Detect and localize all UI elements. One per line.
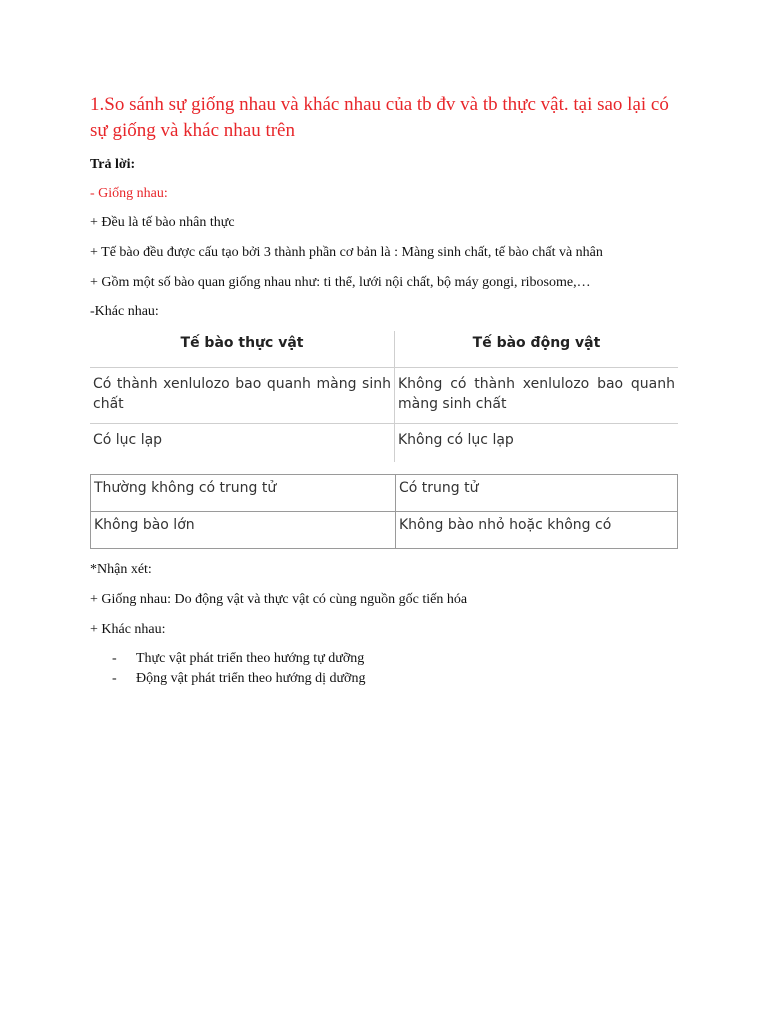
table-cell: Không bào nhỏ hoặc không có (396, 512, 678, 549)
table-header-plant: Tế bào thực vật (90, 331, 395, 368)
table-cell: Có lục lạp (90, 424, 395, 463)
table-row (91, 475, 678, 512)
similar-point: + Tế bào đều được cấu tạo bởi 3 thành phần cơ bản là : Màng sinh chất, tế bào chất và nhân (90, 245, 603, 260)
comparison-table-bottom (90, 474, 678, 549)
similar-point: + Gồm một số bào quan giống nhau như: ti thể, lưới nội chất, bộ máy gongi, ribosome,… (90, 275, 591, 290)
remark-list (112, 649, 365, 689)
table-row (90, 424, 678, 463)
question-title: 1.So sánh sự giống nhau và khác nhau của tb đv và tb thực vật. tại sao lại có sự giống và khác nhau trên (90, 94, 669, 141)
list-item (112, 649, 365, 669)
list-dash: - (112, 651, 117, 666)
list-item-text: Động vật phát triển theo hướng dị dưỡng (136, 671, 366, 686)
comparison-table-top (90, 331, 678, 462)
table-cell: Không có thành xenlulozo bao quanh màng sinh chất (395, 368, 679, 424)
table-cell: Thường không có trung tử (91, 475, 396, 512)
remark-diff: + Khác nhau: (90, 622, 166, 637)
similar-point: + Đều là tế bào nhân thực (90, 215, 235, 230)
list-item-text: Thực vật phát triển theo hướng tự dưỡng (136, 651, 365, 666)
list-item (112, 669, 365, 689)
diff-heading: -Khác nhau: (90, 304, 159, 319)
remark-heading: *Nhận xét: (90, 562, 152, 577)
table-cell: Không có lục lạp (398, 432, 514, 448)
table-header-row (90, 331, 678, 368)
table-cell: Có trung tử (396, 475, 678, 512)
remark-similar: + Giống nhau: Do động vật và thực vật có cùng nguồn gốc tiến hóa (90, 592, 468, 607)
table-row (90, 368, 678, 424)
answer-label: Trả lời: (90, 157, 136, 172)
list-dash: - (112, 671, 117, 686)
similar-heading: - Giống nhau: (90, 186, 168, 201)
table-cell: Không bào lớn (91, 512, 396, 549)
table-row (91, 512, 678, 549)
table-cell: Có thành xenlulozo bao quanh màng sinh chất (90, 368, 395, 424)
table-header-animal: Tế bào động vật (395, 331, 679, 368)
